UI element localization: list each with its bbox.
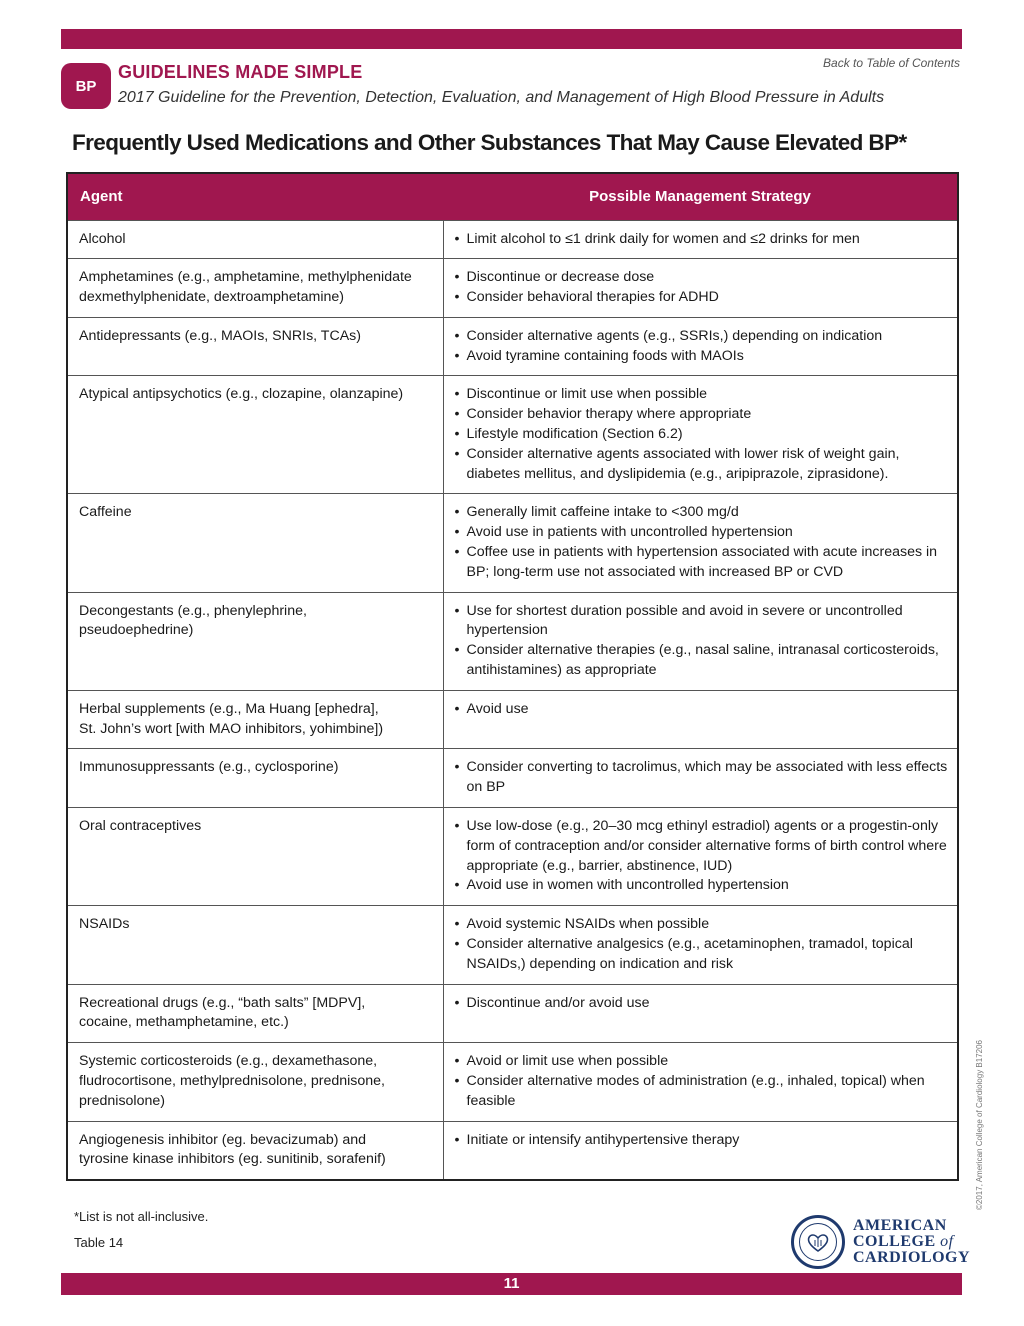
agent-cell bbox=[68, 220, 443, 259]
strategy-item: • Consider behavior therapy where appropriate bbox=[455, 405, 950, 425]
strategy-cell bbox=[443, 749, 957, 808]
agent-text-line: fludrocortisone, methylprednisolone, prednisone, bbox=[79, 1073, 386, 1089]
table-row bbox=[68, 259, 957, 318]
strategy-list bbox=[455, 602, 950, 681]
heart-icon bbox=[806, 1230, 830, 1254]
strategy-list bbox=[455, 915, 950, 974]
page-number: 11 bbox=[503, 1275, 520, 1292]
agent-text-line: Immunosuppressants (e.g., cyclosporine) bbox=[79, 759, 339, 776]
strategy-item: • Use for shortest duration possible and avoid in severe or uncontrolled hypertension bbox=[455, 602, 950, 642]
agent-text-line: Alcohol bbox=[79, 230, 126, 247]
agent-text-line: Angiogenesis inhibitor (eg. bevacizumab) and bbox=[79, 1131, 367, 1148]
strategy-item: • Consider alternative modes of administration (e.g., inhaled, topical) when feasible bbox=[455, 1072, 950, 1112]
strategy-cell bbox=[443, 376, 957, 494]
strategy-item: • Discontinue and/or avoid use bbox=[455, 994, 950, 1014]
page-title: Frequently Used Medications and Other Substances That May Cause Elevated BP* bbox=[72, 130, 907, 155]
page-number-bar bbox=[61, 1273, 962, 1295]
table-row bbox=[68, 1043, 957, 1121]
table-row bbox=[68, 376, 957, 494]
strategy-item: • Avoid systemic NSAIDs when possible bbox=[455, 915, 950, 935]
strategy-item: • Avoid use in patients with uncontrolled hypertension bbox=[455, 523, 950, 543]
strategy-item: • Use low-dose (e.g., 20–30 mcg ethinyl estradiol) agents or a progestin-only form of contraception and/or consider alternative forms of birth control where appropriate (e.g., barrier, abstinence, IUD) bbox=[455, 817, 950, 876]
back-to-contents-link[interactable]: Back to Table of Contents bbox=[823, 56, 960, 70]
strategy-item: • Consider behavioral therapies for ADHD bbox=[455, 288, 950, 308]
strategy-item: • Generally limit caffeine intake to <300 mg/d bbox=[455, 503, 950, 523]
strategy-cell bbox=[443, 220, 957, 259]
series-subtitle: 2017 Guideline for the Prevention, Detection, Evaluation, and Management of High Blood Pressure in Adults bbox=[118, 89, 885, 106]
agent-cell bbox=[68, 259, 443, 318]
agent-text-line: cocaine, methamphetamine, etc.) bbox=[79, 1014, 289, 1031]
agent-column-header: Agent bbox=[68, 174, 443, 220]
table-row bbox=[68, 906, 957, 984]
table-header-row bbox=[68, 174, 957, 220]
acc-seal-icon bbox=[791, 1215, 845, 1269]
agent-text-line: Decongestants (e.g., phenylephrine, bbox=[79, 602, 307, 619]
logo-line-1: AMERICAN bbox=[853, 1217, 947, 1234]
strategy-cell bbox=[443, 317, 957, 376]
strategy-list bbox=[455, 758, 950, 798]
table-body bbox=[68, 220, 957, 1179]
strategy-cell bbox=[443, 259, 957, 318]
medications-table bbox=[66, 172, 959, 1181]
strategy-list bbox=[455, 230, 950, 250]
strategy-cell bbox=[443, 592, 957, 690]
agent-text-line: tyrosine kinase inhibitors (eg. sunitinib, sorafenif) bbox=[79, 1151, 386, 1168]
agent-cell bbox=[68, 808, 443, 906]
acc-logo-text bbox=[853, 1218, 970, 1266]
table-row bbox=[68, 749, 957, 808]
strategy-item: • Discontinue or limit use when possible bbox=[455, 385, 950, 405]
strategy-list bbox=[455, 817, 950, 896]
strategy-cell bbox=[443, 1043, 957, 1121]
agent-text-line: St. John’s wort [with MAO inhibitors, yohimbine]) bbox=[79, 720, 384, 737]
table-row bbox=[68, 690, 957, 749]
agent-cell bbox=[68, 1121, 443, 1179]
strategy-cell bbox=[443, 494, 957, 592]
agent-text-line: Atypical antipsychotics (e.g., clozapine, olanzapine) bbox=[79, 386, 404, 403]
table-row bbox=[68, 220, 957, 259]
agent-text-line: Systemic corticosteroids (e.g., dexamethasone, bbox=[79, 1053, 378, 1070]
strategy-item: • Consider alternative agents associated with lower risk of weight gain, diabetes mellitus, and dyslipidemia (e.g., aripiprazole, ziprasidone). bbox=[455, 445, 950, 485]
strategy-item: • Avoid use in women with uncontrolled hypertension bbox=[455, 876, 950, 896]
table-row bbox=[68, 1121, 957, 1179]
table-row bbox=[68, 984, 957, 1043]
table-label: Table 14 bbox=[74, 1235, 124, 1250]
logo-line-2: COLLEGE of bbox=[853, 1233, 954, 1250]
agent-text-line: Oral contraceptives bbox=[79, 818, 202, 835]
strategy-item: • Avoid use bbox=[455, 700, 950, 720]
strategy-list bbox=[455, 994, 950, 1014]
logo-line-3: CARDIOLOGY bbox=[853, 1249, 971, 1266]
strategy-item: • Limit alcohol to ≤1 drink daily for women and ≤2 drinks for men bbox=[455, 230, 950, 250]
strategy-item: • Discontinue or decrease dose bbox=[455, 268, 950, 288]
table-row bbox=[68, 494, 957, 592]
strategy-list bbox=[455, 700, 950, 720]
strategy-item: • Avoid or limit use when possible bbox=[455, 1052, 950, 1072]
strategy-list bbox=[455, 327, 950, 367]
agent-text-line: Antidepressants (e.g., MAOIs, SNRIs, TCAs) bbox=[79, 327, 361, 344]
agent-cell bbox=[68, 317, 443, 376]
agent-text-line: NSAIDs bbox=[79, 916, 130, 933]
footnote: *List is not all-inclusive. bbox=[74, 1209, 209, 1224]
agent-text-line: pseudoephedrine) bbox=[79, 622, 194, 639]
strategy-item: • Consider converting to tacrolimus, which may be associated with less effects on BP bbox=[455, 758, 950, 798]
agent-text-line: prednisolone) bbox=[79, 1092, 165, 1109]
strategy-item: • Consider alternative therapies (e.g., nasal saline, intranasal corticosteroids, antihistamines) as appropriate bbox=[455, 641, 950, 681]
strategy-cell bbox=[443, 808, 957, 906]
series-title: GUIDELINES MADE SIMPLE bbox=[118, 62, 363, 82]
strategy-item: • Consider alternative analgesics (e.g., acetaminophen, tramadol, topical NSAIDs,) depending on indication and risk bbox=[455, 935, 950, 975]
agent-text-line: Amphetamines (e.g., amphetamine, methylphenidate bbox=[79, 269, 412, 286]
strategy-item: • Coffee use in patients with hypertension associated with acute increases in BP; long-term use not associated with increased BP or CVD bbox=[455, 543, 950, 583]
top-color-bar bbox=[61, 29, 962, 49]
table-row bbox=[68, 592, 957, 690]
agent-cell bbox=[68, 906, 443, 984]
table-row bbox=[68, 808, 957, 906]
strategy-list bbox=[455, 1131, 950, 1151]
strategy-item: • Avoid tyramine containing foods with MAOIs bbox=[455, 347, 950, 367]
agent-cell bbox=[68, 984, 443, 1043]
acc-logo bbox=[791, 1215, 970, 1269]
strategy-item: • Consider alternative agents (e.g., SSRIs,) depending on indication bbox=[455, 327, 950, 347]
agent-cell bbox=[68, 749, 443, 808]
agent-cell bbox=[68, 1043, 443, 1121]
strategy-item: • Initiate or intensify antihypertensive therapy bbox=[455, 1131, 950, 1151]
agent-text-line: dexmethylphenidate, dextroamphetamine) bbox=[79, 289, 344, 306]
agent-cell bbox=[68, 592, 443, 690]
table-row bbox=[68, 317, 957, 376]
strategy-list bbox=[455, 503, 950, 582]
strategy-list bbox=[455, 385, 950, 484]
strategy-cell bbox=[443, 906, 957, 984]
strategy-item: • Lifestyle modification (Section 6.2) bbox=[455, 425, 950, 445]
agent-text-line: Herbal supplements (e.g., Ma Huang [ephedra], bbox=[79, 700, 379, 717]
bp-badge: BP bbox=[61, 63, 111, 109]
strategy-cell bbox=[443, 690, 957, 749]
strategy-cell bbox=[443, 984, 957, 1043]
strategy-cell bbox=[443, 1121, 957, 1179]
agent-text-line: Caffeine bbox=[79, 504, 132, 521]
agent-cell bbox=[68, 376, 443, 494]
strategy-list bbox=[455, 268, 950, 308]
strategy-column-header: Possible Management Strategy bbox=[443, 174, 957, 220]
agent-text-line: Recreational drugs (e.g., “bath salts” [MDPV], bbox=[79, 994, 366, 1011]
strategy-list bbox=[455, 1052, 950, 1111]
copyright-notice: ©2017, American College of Cardiology B17206 bbox=[975, 1040, 984, 1210]
agent-cell bbox=[68, 690, 443, 749]
agent-cell bbox=[68, 494, 443, 592]
